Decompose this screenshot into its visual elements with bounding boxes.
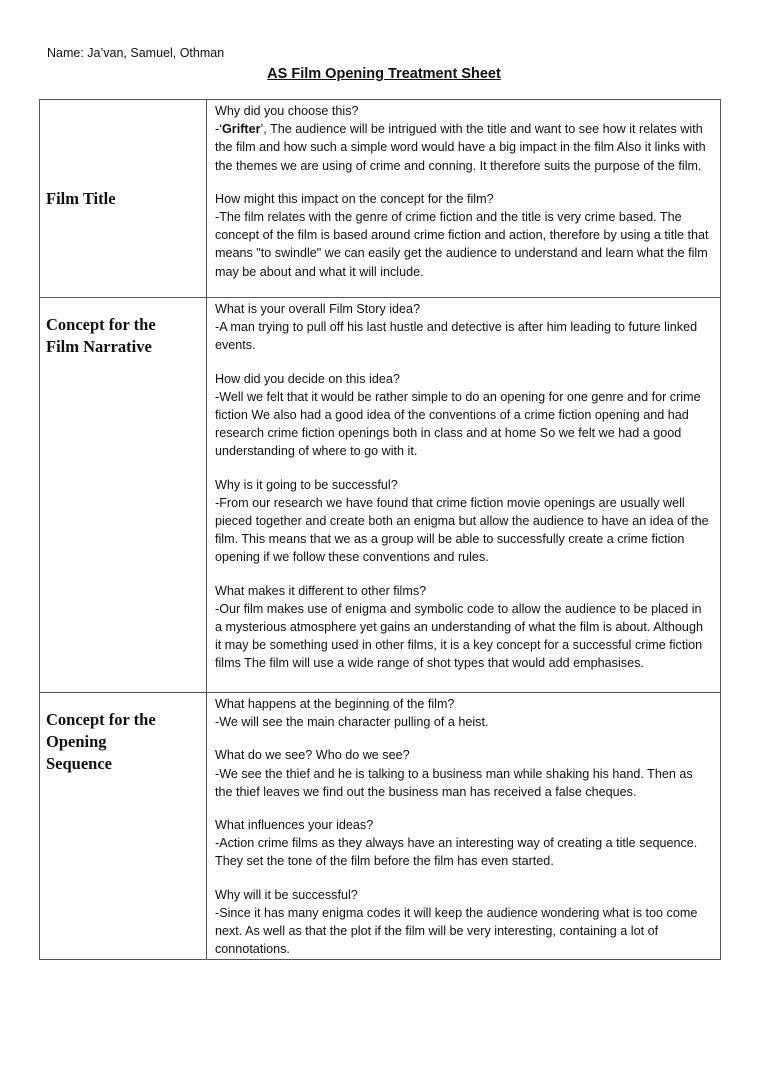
student-names: Name: Ja’van, Samuel, Othman bbox=[47, 46, 225, 60]
question-text: What happens at the beginning of the film? bbox=[215, 697, 455, 711]
question-text: What makes it different to other films? bbox=[215, 583, 427, 598]
row-label-line: Concept for the bbox=[46, 710, 156, 729]
question-text: Why did you choose this? bbox=[215, 104, 359, 118]
row-label bbox=[40, 100, 207, 298]
table-row-opening-sequence bbox=[40, 693, 721, 960]
row-label-line: Opening bbox=[46, 732, 107, 751]
question-text: What do we see? Who do we see? bbox=[215, 748, 410, 763]
question-text: How might this impact on the concept for the film? bbox=[215, 191, 494, 206]
question-text: Why is it going to be successful? bbox=[215, 477, 398, 492]
row-label bbox=[40, 298, 207, 693]
answer-text: -Since it has many enigma codes it will keep the audience wondering what is too come next. As well as that the plot if the film will be very interesting, containing a lot of connotations. bbox=[215, 905, 698, 957]
treatment-table bbox=[39, 99, 721, 960]
row-label-line: Sequence bbox=[46, 754, 112, 773]
question-text: What influences your ideas? bbox=[215, 818, 374, 833]
row-label-line: Concept for the bbox=[46, 315, 156, 334]
answer-text bbox=[215, 120, 712, 175]
answer-body: ’, The audience will be intrigued with the title and want to see how it relates with the film and how such a simple word would have a big impact in the film Also it links with the themes we are using of crime and conning. It therefore suits the purpose of the film. bbox=[215, 122, 706, 173]
question-text: Why will it be successful? bbox=[215, 887, 358, 902]
row-label bbox=[40, 693, 207, 960]
answer-text: -Our film makes use of enigma and symbolic code to allow the audience to be placed in a mysterious atmosphere yet gains an understanding of what the film is about. Although it may be something used in other films, it is a key concept for a successful crime fiction films The film will use a wide range of shot types that would add emphasises. bbox=[215, 601, 703, 671]
answer-text: -Well we felt that it would be rather simple to do an opening for one genre and for crime fiction We also had a good idea of the conventions of a crime fiction opening and had research crime fiction openings both in class and at home So we felt we had a good understanding of where to go with it. bbox=[215, 389, 701, 459]
answer-keyword: Grifter bbox=[222, 122, 261, 137]
answer-text: -We will see the main character pulling of a heist. bbox=[215, 715, 489, 730]
answer-text: -We see the thief and he is talking to a business man while shaking his hand. Then as the thief leaves we find out the business man has received a false cheques. bbox=[215, 766, 693, 799]
table-row-film-narrative bbox=[40, 298, 721, 693]
question-text: How did you decide on this idea? bbox=[215, 371, 400, 386]
row-label-line: Film Title bbox=[46, 188, 116, 208]
row-label-line: Film Narrative bbox=[46, 337, 152, 356]
answer-text: -A man trying to pull off his last hustle and detective is after him leading to future linked events. bbox=[215, 320, 698, 353]
row-content bbox=[207, 298, 721, 693]
answer-text: -Action crime films as they always have an interesting way of creating a title sequence. They set the tone of the film before the film has even started. bbox=[215, 836, 698, 869]
sheet-title bbox=[0, 66, 768, 82]
row-content bbox=[207, 100, 721, 298]
answer-text: -From our research we have found that crime fiction movie openings are usually well pieced together and create both an enigma but allow the audience to have an idea of the film. This means that we as a group will be able to successfully create a crime fiction opening if we follow these conventions and rules. bbox=[215, 495, 709, 565]
table-row-film-title bbox=[40, 100, 721, 298]
answer-prefix: -‘ bbox=[215, 122, 222, 137]
question-text: What is your overall Film Story idea? bbox=[215, 302, 421, 316]
sheet-title-text: AS Film Opening Treatment Sheet bbox=[267, 66, 501, 82]
answer-text: -The film relates with the genre of crime fiction and the title is very crime based. The concept of the film is based around crime fiction and action, therefore by using a title that means "to swindle" we can easily get the audience to understand and learn what the film may be about and what it will include. bbox=[215, 210, 709, 279]
row-content bbox=[207, 693, 721, 960]
